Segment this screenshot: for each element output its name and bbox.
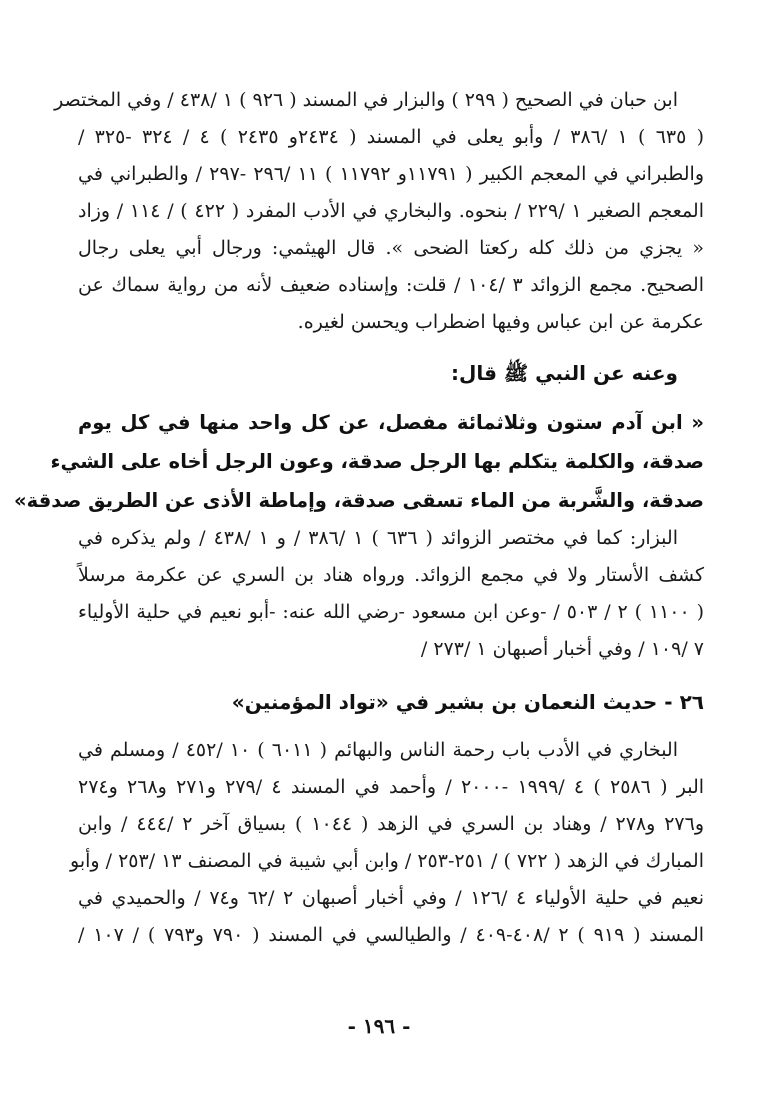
text-line: ( ٦٣٥ ) ١ /٣٨٦ / وأبو يعلى في المسند ( ٢٤٣٤و ٢٤٣٥ ) ٤ / ٣٢٤ -٣٢٥ / (78, 126, 705, 148)
text-line: والطبراني في المعجم الكبير ( ١١٧٩١و ١١٧٩٢ ) ١١ /٢٩٦ -٢٩٧ / والطبراني في (78, 163, 704, 185)
text-line: البر ( ٢٥٨٦ ) ٤ /١٩٩٩ -٢٠٠٠ / وأحمد في المسند ٤ /٢٧٩ و٢٧١ و٢٦٨ و٢٧٤ (78, 776, 705, 798)
hadith-text (14, 403, 704, 520)
hadith-intro-heading: وعنه عن النبي ﷺ قال: (451, 361, 678, 385)
text-line: ( ١١٠٠ ) ٢ / ٥٠٣ / -وعن ابن مسعود -رضي الله عنه: -أبو نعيم في حلية الأولياء (78, 601, 705, 623)
hadith-line: صدقة، والشَّربة من الماء تسقى صدقة، وإماطة الأذى عن الطريق صدقة» (14, 489, 704, 512)
text-line: الصحيح. مجمع الزوائد ٣ /١٠٤ / قلت: وإسناده ضعيف لأنه من رواية سماك عن (78, 274, 704, 296)
text-line: ٧ /١٠٩ / وفي أخبار أصبهان ١ /٢٧٣ / (420, 638, 704, 660)
section-heading: ٢٦ - حديث النعمان بن بشير في «تواد المؤمنين» (231, 690, 704, 714)
hadith-line: صدقة، والكلمة يتكلم بها الرجل صدقة، وعون الرجل أخاه على الشيء (50, 450, 704, 473)
text-line: نعيم في حلية الأولياء ٤ /١٢٦ / وفي أخبار أصبهان ٢ /٦٢ و٧٤ / والحميدي في (78, 887, 704, 909)
text-line: « يجزي من ذلك كله ركعتا الضحى ». قال الهيثمي: ورجال أبي يعلى رجال (78, 237, 704, 259)
text-line: البزار: كما في مختصر الزوائد ( ٦٣٦ ) ١ /٣٨٦ / و ١ /٤٣٨ / ولم يذكره في (78, 527, 678, 549)
text-line: ابن حبان في الصحيح ( ٢٩٩ ) والبزار في المسند ( ٩٢٦ ) ١ /٤٣٨ / وفي المختصر (54, 89, 678, 111)
footnote-block-3 (70, 732, 705, 954)
text-line: المسند ( ٩١٩ ) ٢ /٤٠٨-٤٠٩ / والطيالسي في المسند ( ٧٩٠ و٧٩٣ ) / ١٠٧ / (78, 924, 705, 946)
page-number: - ١٩٦ - (347, 1014, 411, 1038)
footnote-block-2 (78, 520, 704, 668)
text-line: المعجم الصغير ١ /٢٢٩ / بنحوه. والبخاري في الأدب المفرد ( ٤٢٢ ) / ١١٤ / وزاد (78, 200, 704, 222)
page-body (14, 82, 705, 954)
text-line: و٢٧٦ و٢٧٨ / وهناد بن السري في الزهد ( ١٠٤٤ ) بسياق آخر ٢ /٤٤٤ / وابن (78, 813, 704, 835)
text-line: البخاري في الأدب باب رحمة الناس والبهائم ( ٦٠١١ ) ١٠ /٤٥٢ / ومسلم في (78, 739, 678, 761)
text-line: كشف الأستار ولا في مجمع الزوائد. ورواه هناد بن السري عن عكرمة مرسلاً (78, 564, 704, 586)
text-line: المبارك في الزهد ( ٧٢٢ ) / ٢٥١-٢٥٣ / وابن أبي شيبة في المصنف ١٣ /٢٥٣ / وأبو (70, 850, 704, 872)
hadith-line: « ابن آدم ستون وثلاثمائة مفصل، عن كل واحد منها في كل يوم (78, 411, 704, 434)
footnote-block-1 (54, 82, 705, 341)
text-line: عكرمة عن ابن عباس وفيها اضطراب ويحسن لغيره. (297, 311, 704, 333)
